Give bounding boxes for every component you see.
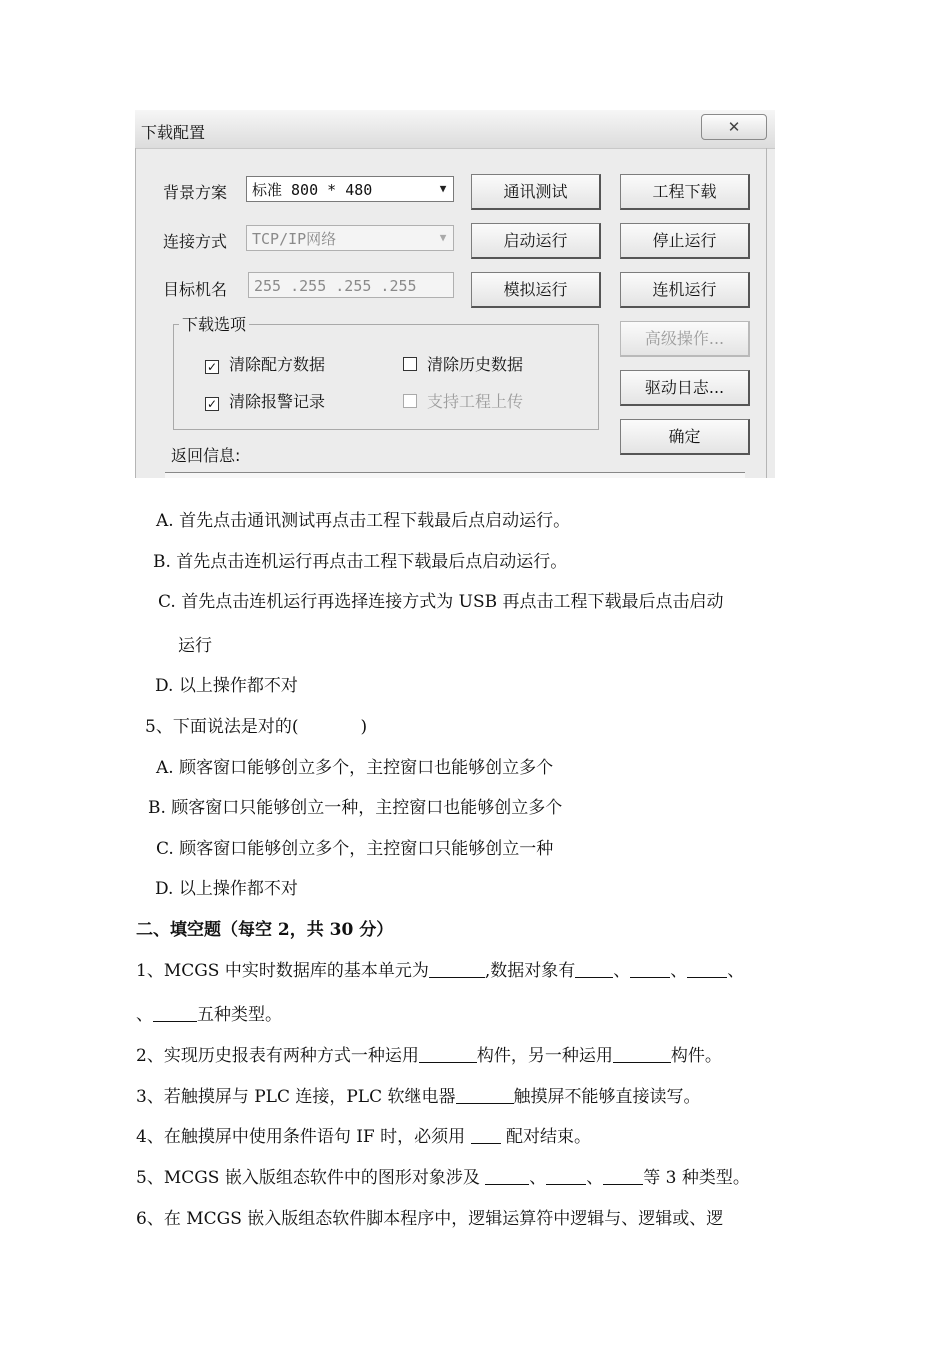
fill-q1: [136, 960, 744, 982]
online-run-button[interactable]: 连机运行: [620, 272, 750, 308]
download-config-dialog: [135, 110, 775, 478]
close-button[interactable]: [701, 114, 767, 140]
connection-value: TCP/IP网络: [252, 230, 337, 248]
fill-q5-text-d: 等 3 种类型。: [643, 1168, 750, 1188]
return-info-label: 返回信息:: [171, 446, 241, 465]
q4-option-a: A. 首先点击通讯测试再点击工程下载最后点启动运行。: [156, 511, 571, 531]
fill-q2: [136, 1045, 722, 1067]
q5-option-a: A. 顾客窗口能够创立多个，主控窗口也能够创立多个: [156, 758, 554, 778]
fill-q1-text-a: 1、MCGS 中实时数据库的基本单元为: [136, 961, 429, 981]
blank[interactable]: [471, 1129, 501, 1144]
q4-option-c: C. 首先点击连机运行再选择连接方式为 USB 再点击工程下载最后点击启动: [158, 592, 724, 612]
section2-heading: 二、填空题（每空 2，共 30 分）: [136, 920, 394, 940]
comm-test-button[interactable]: 通讯测试: [471, 174, 601, 210]
blank[interactable]: [485, 1170, 529, 1185]
background-select[interactable]: [246, 176, 454, 202]
background-value: 标准 800 * 480: [252, 181, 373, 199]
blank[interactable]: [613, 1048, 671, 1063]
blank[interactable]: [630, 963, 670, 978]
checkmark-icon: ✓: [206, 397, 218, 411]
q5-stem: [145, 716, 367, 738]
confirm-button[interactable]: 确定: [620, 419, 750, 455]
download-options-group: [173, 324, 599, 430]
fill-q3-text-b: 触摸屏不能够直接读写。: [513, 1087, 701, 1107]
clear-alarm-label: 清除报警记录: [229, 392, 326, 411]
q4-option-b: B. 首先点击连机运行再点击工程下载最后点启动运行。: [153, 552, 568, 572]
fill-q1-text-f: 、: [136, 1005, 153, 1025]
blank[interactable]: [687, 963, 727, 978]
dropdown-arrow-icon: ▼: [439, 231, 447, 244]
fill-q5: [136, 1167, 750, 1189]
clear-recipe-label: 清除配方数据: [229, 355, 326, 374]
clear-history-checkbox[interactable]: [403, 352, 523, 375]
dialog-title: 下载配置: [141, 123, 206, 142]
blank[interactable]: [429, 963, 485, 978]
blank[interactable]: [603, 1170, 643, 1185]
fill-q5-text-c: 、: [586, 1168, 604, 1188]
background-label: 背景方案: [163, 183, 228, 202]
fill-q2-text-b: 构件，另一种运用: [476, 1046, 613, 1066]
fill-q1-text-d: 、: [670, 961, 688, 981]
target-ip-value: 255 .255 .255 .255: [254, 277, 417, 295]
fill-q4: [136, 1126, 591, 1148]
fill-q5-text-b: 、: [529, 1168, 547, 1188]
advanced-button[interactable]: 高级操作...: [620, 321, 750, 357]
checkbox-empty-icon: [403, 357, 417, 371]
fill-q2-text-a: 2、实现历史报表有两种方式一种运用: [136, 1046, 419, 1066]
connection-label: 连接方式: [163, 232, 228, 251]
support-upload-checkbox[interactable]: [403, 389, 523, 412]
fill-q1-text-b: ,数据对象有: [484, 961, 576, 981]
q4-option-d: D. 以上操作都不对: [155, 676, 298, 696]
target-label: 目标机名: [163, 280, 228, 299]
start-run-button[interactable]: 启动运行: [471, 223, 601, 259]
fill-q5-text-a: 5、MCGS 嵌入版组态软件中的图形对象涉及: [136, 1168, 480, 1188]
fill-q4-text-b: 配对结束。: [505, 1127, 591, 1147]
fill-q1-continued: [136, 1004, 282, 1026]
fill-q1-text-g: 五种类型。: [197, 1005, 282, 1025]
return-info-box: [165, 472, 745, 478]
dialog-titlebar: [135, 110, 775, 149]
blank[interactable]: [456, 1089, 514, 1104]
q5-stem-text: 5、下面说法是对的(: [145, 717, 299, 737]
fill-q6: 6、在 MCGS 嵌入版组态软件脚本程序中，逻辑运算符中逻辑与、逻辑或、逻: [136, 1209, 724, 1229]
driver-log-button[interactable]: 驱动日志...: [620, 370, 750, 406]
project-download-button[interactable]: 工程下载: [620, 174, 750, 210]
fill-q1-text-e: 、: [727, 961, 745, 981]
checkmark-icon: ✓: [206, 360, 218, 374]
fill-q3-text-a: 3、若触摸屏与 PLC 连接，PLC 软继电器: [136, 1087, 456, 1107]
q5-option-d: D. 以上操作都不对: [155, 879, 298, 899]
clear-alarm-checkbox[interactable]: [205, 389, 325, 412]
q5-stem-close: ): [360, 717, 368, 737]
fill-q3: [136, 1086, 701, 1108]
fill-q1-text-c: 、: [613, 961, 631, 981]
download-options-title: 下载选项: [179, 312, 249, 335]
connection-select[interactable]: [246, 225, 454, 251]
q4-option-c-continued: 运行: [178, 636, 212, 656]
close-icon: ✕: [727, 118, 741, 136]
fill-q4-text-a: 4、在触摸屏中使用条件语句 IF 时，必须用: [136, 1127, 466, 1147]
support-upload-label: 支持工程上传: [427, 392, 524, 411]
stop-run-button[interactable]: 停止运行: [620, 223, 750, 259]
clear-history-label: 清除历史数据: [427, 355, 524, 374]
fill-q2-text-c: 构件。: [670, 1046, 722, 1066]
q5-option-b: B. 顾客窗口只能够创立一种，主控窗口也能够创立多个: [148, 798, 563, 818]
target-ip-field[interactable]: [248, 272, 454, 298]
simulate-run-button[interactable]: 模拟运行: [471, 272, 601, 308]
q5-option-c: C. 顾客窗口能够创立多个，主控窗口只能够创立一种: [156, 839, 554, 859]
dropdown-arrow-icon: ▼: [439, 182, 447, 195]
clear-recipe-checkbox[interactable]: [205, 352, 325, 375]
blank[interactable]: [546, 1170, 586, 1185]
checkbox-empty-icon: [403, 394, 417, 408]
blank[interactable]: [575, 963, 613, 978]
blank[interactable]: [419, 1048, 477, 1063]
blank[interactable]: [153, 1007, 197, 1022]
